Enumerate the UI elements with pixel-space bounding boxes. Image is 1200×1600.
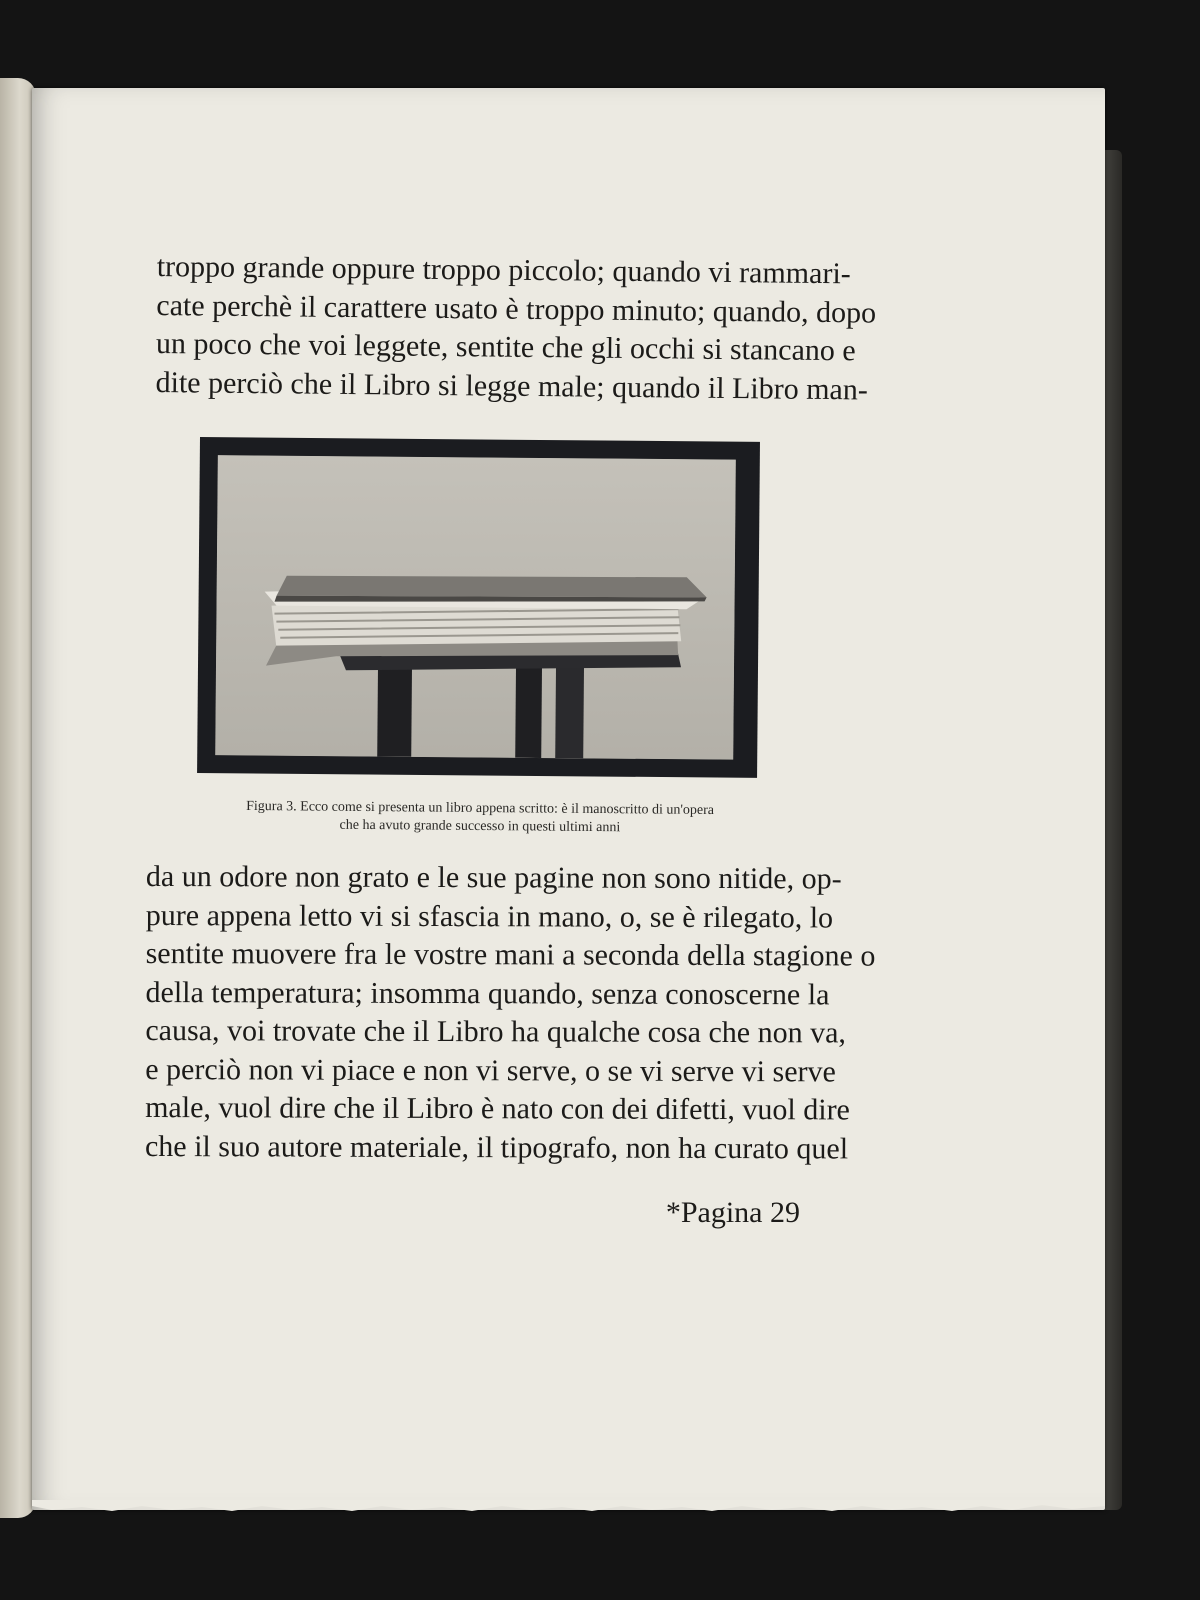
text-line: cate perchè il carattere usato è troppo minuto; quando, dopo [156,288,877,330]
text-line: causa, voi trovate che il Libro ha qualche cosa che non va, [145,1013,846,1050]
top-paragraph [155,248,877,409]
figure-caption [200,798,760,839]
text-line: male, vuol dire che il Libro è nato con dei difetti, vuol dire [145,1090,850,1127]
text-line: un poco che voi leggete, sentite che gli occhi si stancano e [155,326,856,368]
text-line: sentite muovere fra le vostre mani a seconda della stagione o [145,936,876,973]
manuscript-on-stool-illustration [215,455,736,760]
text-line: e perciò non vi piace e non vi serve, o se vi serve vi serve [145,1052,836,1088]
text-line: da un odore non grato e le sue pagine non sono nitide, op- [145,860,842,896]
text-line: pure appena letto vi si sfascia in mano, o, se è rilegato, lo [145,898,834,934]
text-line: che il suo autore materiale, il tipografo, non ha curato quel [144,1129,849,1165]
facing-page-edge [0,78,36,1518]
page-number: *Pagina 29 [665,1196,800,1229]
caption-line: che ha avuto grande successo in questi ultimi anni [339,817,621,836]
manuscript-photo [215,455,736,760]
caption-line: Figura 3. Ecco come si presenta un libro appena scritto: è il manoscritto di un'opera [246,798,715,819]
text-line: troppo grande oppure troppo piccolo; quando vi rammari- [156,249,851,291]
deckle-edge [32,1500,1105,1514]
figure-frame [197,437,760,778]
bottom-paragraph [144,858,876,1168]
text-line: dite perciò che il Libro si legge male; quando il Libro man- [155,365,869,406]
text-line: della temperatura; insomma quando, senza conoscerne la [145,975,830,1011]
